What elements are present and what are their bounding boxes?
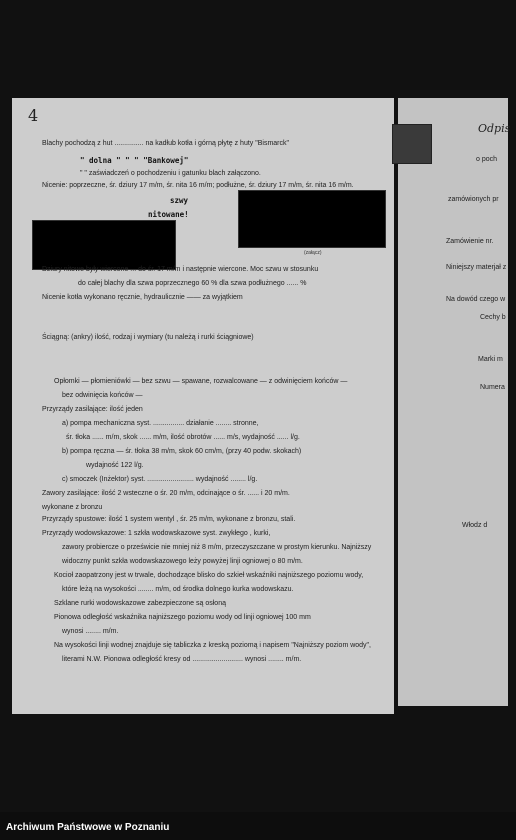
archive-label: Archiwum Państwowe w Poznaniu [6, 822, 170, 833]
document-line: Opłomki — płomieniówki — bez szwu — spawane, rozwalcowane — z odwinięciem końców — [54, 378, 348, 385]
document-line: śr. tłoka ...... m/m, skok ...... m/m, ilość obrotów ...... m/s, wydajność ...... l/g. [66, 434, 300, 441]
redacted-box-right [238, 190, 386, 248]
page2-line: o poch [476, 156, 498, 163]
document-line: widoczny punkt szkła wodowskazowego leży powyżej linji ogniowej o 80 m/m. [62, 558, 303, 565]
document-line: Nicenie: poprzeczne, śr. dziury 17 m/m, śr. nita 16 m/m; podłużne, śr. dziury 17 m/m, śr. nita 16 m/m. [42, 182, 354, 189]
page2-line: Na dowód czego w [446, 296, 506, 303]
document-line: które leżą na wysokości ........ m/m, od środka dolnego kurka wodowskazu. [62, 586, 294, 593]
document-line: " " zaświadczeń o pochodzeniu i gatunku blach załączono. [80, 170, 261, 177]
document-line: Przyrządy wodowskazowe: 1 szkła wodowskazowe syst. zwykłego , kurki, [42, 530, 271, 537]
page2-title: Odpis [478, 122, 511, 135]
document-line: Kocioł zaopatrzony jest w trwale, dochodzące blisko do szkieł wskaźniki najniższego poziomu wody, [54, 572, 364, 579]
document-line: wykonane z bronzu [42, 504, 103, 511]
document-line: Dziury nitowe były wiercone ... do śr. 17 m/m i następnie wiercone. Moc szwu w stosunku [42, 266, 319, 273]
page2-line: Numera [480, 384, 505, 391]
document-line: Na wysokości linji wodnej znajduje się tabliczka z kreską poziomą i napisem "Najniższy poziom wody", [54, 642, 371, 649]
document-line: zawory probiercze o prześwicie nie mniej niż 8 m/m, przeczyszczane w prostym kierunku. Najniższy [62, 544, 372, 551]
document-line: Blachy pochodzą z hut ............... na kadłub kotła i górną płytę z huty "Bismarck" [42, 140, 289, 147]
document-line: Przyrządy zasilające: ilość jeden [42, 406, 143, 413]
box-caption: (załącz) [304, 250, 322, 256]
document-line: Przyrządy spustowe: ilość 1 system wentyl , śr. 25 m/m, wykonane z bronzu, stali. [42, 516, 296, 523]
page2-line: Zamówienie nr. [446, 238, 494, 245]
page2-line: zamówionych pr [448, 196, 499, 203]
document-line: " dolna " " " "Bankowej" [80, 156, 189, 165]
document-line: Szklane rurki wodowskazowe zabezpieczone są osłoną [54, 600, 226, 607]
document-line: wydajność 122 l/g. [86, 462, 144, 469]
page2-line: Marki m [478, 356, 503, 363]
document-line: wynosi ........ m/m. [62, 628, 119, 635]
page-mark: 4 [28, 106, 39, 125]
page2-line: Niniejszy materjał z [446, 264, 507, 271]
stamp-mark [392, 124, 432, 164]
document-line: Nicenie kotła wykonano ręcznie, hydraulicznie —— za wyjątkiem [42, 294, 243, 301]
document-line: Ściągną: (ankry) ilość, rodzaj i wymiary (tu należą i rurki ściągniowe) [42, 334, 254, 341]
page2-line: Cechy b [480, 314, 506, 321]
document-line: bez odwinięcia końców — [62, 392, 143, 399]
document-line: literami N.W. Pionowa odległość kresy od .......................... wynosi ........ m/m. [62, 656, 302, 663]
document-line: c) smoczek (Inżektor) syst. ........................ wydajność ........ l/g. [62, 476, 258, 483]
document-page-right [398, 98, 511, 706]
document-line: a) pompa mechaniczna syst. ................ działanie ........ stronne, [62, 420, 259, 427]
document-line: Zawory zasilające: ilość 2 wsteczne o śr. 20 m/m, odcinające o śr. ...... i 20 m/m. [42, 490, 290, 497]
document-line: Pionowa odległość wskaźnika najniższego poziomu wody od linji ogniowej 100 mm [54, 614, 311, 621]
page2-line: Włodz d [462, 522, 488, 529]
redacted-box-left [32, 220, 176, 270]
document-line: nitowane! [148, 210, 189, 219]
document-line: b) pompa ręczna — śr. tłoka 38 m/m, skok 60 cm/m, (przy 40 podw. skokach) [62, 448, 302, 455]
document-line: szwy [170, 196, 189, 205]
document-line: do całej blachy dla szwa poprzecznego 60 % dla szwa podłużnego ...... % [78, 280, 307, 287]
